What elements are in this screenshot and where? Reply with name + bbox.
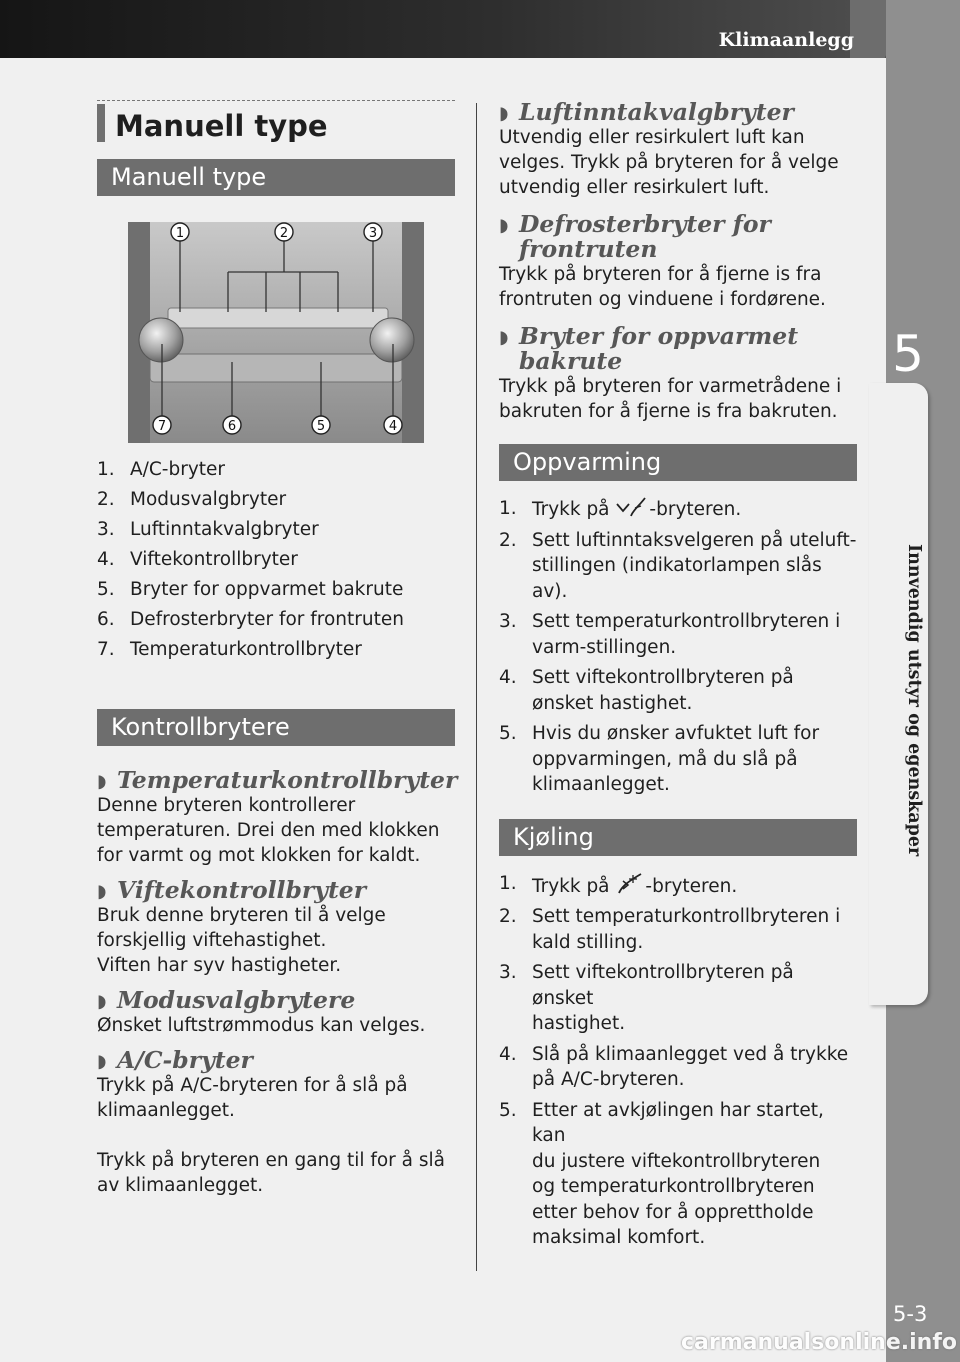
list-item: 3. Sett viftekontrollbryteren på ønsket hastighet. [499, 962, 794, 1034]
callout-label-1: 1 [175, 226, 185, 241]
section-header-controls: Kontrollbrytere [97, 709, 455, 746]
windshield-airflow-icon [615, 496, 649, 518]
half-circle-marker-icon: ◗ [499, 103, 509, 124]
section-header-cooling: Kjøling [499, 819, 857, 856]
list-item: 1. Trykk på -bryteren. [499, 498, 742, 520]
section-header-heating: Oppvarming [499, 444, 857, 481]
half-circle-marker-icon: ◗ [97, 881, 107, 902]
control-panel-illustration [128, 222, 424, 443]
list-item: 2. Sett temperaturkontrollbryteren i kald stilling. [499, 906, 841, 953]
callout-label-2: 2 [279, 226, 289, 241]
callout-label-5: 5 [316, 419, 326, 434]
half-circle-marker-icon: ◗ [97, 1051, 107, 1072]
column-divider [476, 103, 477, 1271]
ac-description: Trykk på A/C-bryteren for å slå på klimaanlegget. Trykk på bryteren en gang til for å slå av klimaanlegget. [97, 1075, 446, 1196]
fan-description: Bruk denne bryteren til å velge forskjellig viftehastighet. Viften har syv hastigheter. [97, 905, 386, 976]
intake-description: Utvendig eller resirkulert luft kan velges. Trykk på bryteren for å velge utvendig eller resirkulert luft. [499, 127, 839, 198]
page-title: Manuell type [115, 109, 328, 143]
list-item: 4. Viftekontrollbryter [97, 549, 298, 570]
callout-label-7: 7 [157, 419, 167, 434]
left-column [97, 100, 458, 1198]
subsection-defrost-title: ◗ Defrosterbryter for frontruten [499, 210, 771, 263]
rear-description: Trykk på bryteren for varmetrådene i bakruten for å fjerne is fra bakruten. [499, 376, 842, 422]
half-circle-marker-icon: ◗ [499, 215, 509, 236]
list-item: 4. Slå på klimaanlegget ved å trykke på A/C-bryteren. [499, 1043, 849, 1090]
watermark: carmanualsonline.info [681, 1330, 957, 1355]
list-item: 3. Luftinntakvalgbryter [97, 519, 319, 540]
windshield-airflow-icon [615, 871, 645, 895]
list-item: 3. Sett temperaturkontrollbryteren i varm-stillingen. [499, 611, 841, 658]
running-head: Klimaanlegg [718, 29, 854, 51]
subsection-mode-title: ◗ Modusvalgbrytere [97, 986, 356, 1014]
subsection-rear-title: ◗ Bryter for oppvarmet bakrute [499, 322, 799, 375]
defrost-description: Trykk på bryteren for å fjerne is fra frontruten og vinduene i fordørene. [499, 264, 826, 310]
subsection-fan-title: ◗ Viftekontrollbryter [97, 876, 367, 904]
heating-steps [499, 496, 857, 798]
list-item: 7. Temperaturkontrollbryter [97, 639, 362, 660]
half-circle-marker-icon: ◗ [499, 327, 509, 348]
list-item: 2. Sett luftinntaksvelgeren på uteluft- stillingen (indikatorlampen slås av). [499, 529, 857, 602]
right-column [499, 100, 857, 1256]
list-item: 5. Hvis du ønsker avfuktet luft for oppvarmingen, må du slå på klimaanlegget. [499, 723, 820, 795]
subsection-ac-title: ◗ A/C-bryter [97, 1046, 253, 1074]
main-title [97, 100, 455, 145]
page-number: 5-3 [893, 1302, 928, 1326]
list-item: 1. Trykk på -bryteren. [499, 872, 738, 897]
section-header-manual: Manuell type [97, 159, 455, 196]
parts-list [97, 455, 455, 665]
list-item: 4. Sett viftekontrollbryteren på ønsket hastighet. [499, 667, 794, 714]
list-item: 5. Etter at avkjølingen har startet, kan du justere viftekontrollbryteren og temperaturkontrollbryteren etter behov for å opprettholde maksimal komfort. [499, 1099, 824, 1248]
subsection-temp-title: ◗ Temperaturkontrollbryter [97, 766, 458, 794]
chapter-tab-label: Innvendig utstyr og egenskaper [904, 544, 924, 857]
mode-description: Ønsket luftstrømmodus kan velges. [97, 1015, 426, 1036]
temp-description: Denne bryteren kontrollerer temperaturen. Drei den med klokken for varmt og mot klokken for kaldt. [97, 795, 440, 866]
list-item: 1. A/C-bryter [97, 459, 226, 480]
list-item: 2. Modusvalgbryter [97, 489, 287, 510]
subsection-intake-title: ◗ Luftinntakvalgbryter [499, 98, 794, 126]
callout-label-3: 3 [368, 226, 378, 241]
control-panel-figure [128, 222, 424, 443]
list-item: 6. Defrosterbryter for frontruten [97, 609, 404, 630]
half-circle-marker-icon: ◗ [97, 771, 107, 792]
list-item: 5. Bryter for oppvarmet bakrute [97, 579, 404, 600]
callout-label-4: 4 [388, 419, 398, 434]
callout-label-6: 6 [227, 419, 237, 434]
cooling-steps [499, 871, 857, 1251]
half-circle-marker-icon: ◗ [97, 991, 107, 1012]
title-accent-bar [97, 104, 105, 142]
chapter-number: 5 [892, 325, 924, 383]
